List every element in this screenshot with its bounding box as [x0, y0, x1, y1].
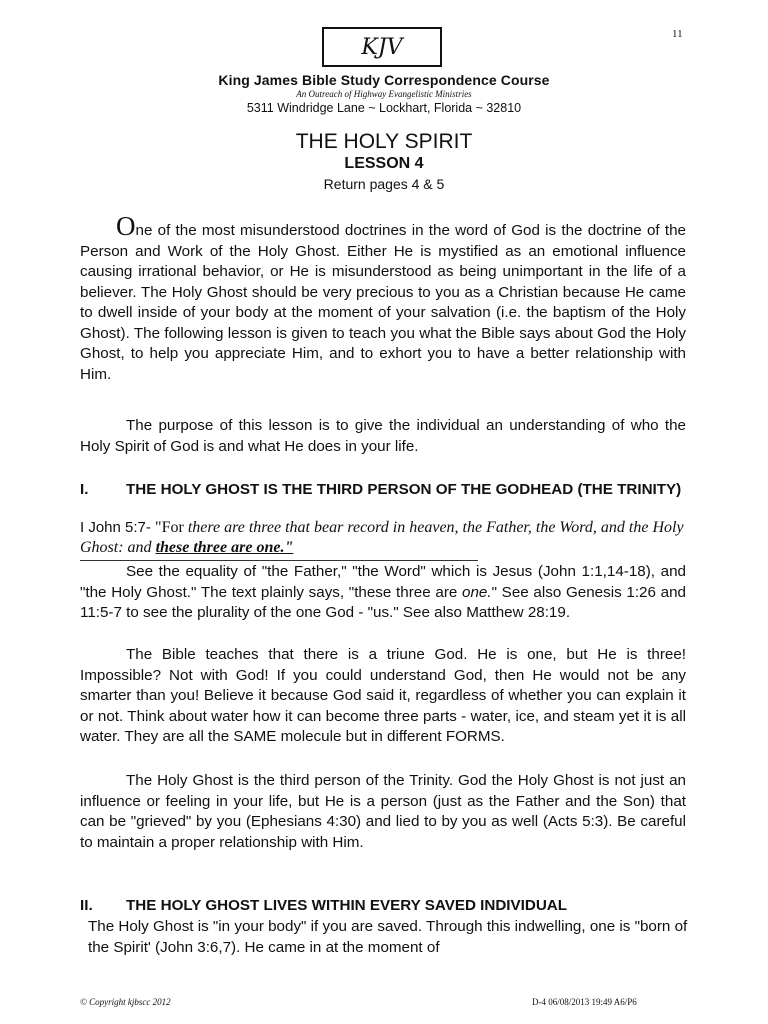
purpose-paragraph: The purpose of this lesson is to give the individual an understanding of who the Holy Spirit of God is and what He does in your life.: [80, 417, 686, 455]
ministry-address: 5311 Windridge Lane ~ Lockhart, Florida ~ 32810: [246, 101, 522, 115]
kjv-badge: KJV: [322, 27, 442, 67]
intro-paragraph: [80, 211, 686, 385]
return-pages-note: Return pages 4 & 5: [323, 176, 445, 192]
section-1-heading: THE HOLY GHOST IS THE THIRD PERSON OF THE GODHEAD (THE TRINITY): [126, 481, 682, 498]
verse-underline: [80, 560, 478, 561]
document-stamp: D-4 06/08/2013 19:49 A6/P6: [532, 997, 637, 1007]
intro-text: ne of the most misunderstood doctrines in the word of God is the doctrine of the Person and Work of the Holy Ghost. Either He is mystified as an emotional influence causing irrational behavior, or He is misunderstood as being unimportant in the life of a believer. The Holy Ghost should be very precious to you as a Christian because He came to dwell inside of your body at the moment of your salvation (i.e. the baptism of the Holy Ghost). The following lesson is given to teach you what the Bible says about God the Holy Ghost, to help you appreciate Him, and to exhort you to have a better relationship with Him.: [80, 222, 686, 383]
lesson-number: LESSON 4: [344, 155, 424, 172]
verse-text: there are three that bear record in heaven, the Father, the Word, and the Holy Ghost: and: [80, 519, 684, 556]
verse-emphasis: these three are one.: [155, 539, 285, 556]
verse-close: ": [284, 539, 294, 556]
equality-text-start: See the equality of "the Father," "the Word" which is Jesus (John 1:1,14-18), and "the Holy Ghost." The text plainly says, "these three are: [80, 563, 686, 601]
verse-open: "For: [155, 519, 184, 536]
equality-emphasis: one.: [462, 583, 492, 601]
drop-cap: O: [116, 211, 136, 241]
section-1-number: I.: [80, 481, 89, 498]
section-2-number: II.: [80, 897, 93, 914]
equality-paragraph: [80, 562, 686, 624]
page-number: 11: [672, 28, 683, 40]
course-title: King James Bible Study Correspondence Course: [218, 72, 550, 88]
triune-paragraph: The Bible teaches that there is a triune God. He is one, but He is three! Impossible? Not with God! If you could understand God, then He would not be any smarter than you! Believe it because God said it, regardless of whether you can explain it or not. Think about water how it can become three parts - water, ice, and steam yet it is all water. They are all the SAME molecule but in different FORMS.: [80, 646, 686, 745]
page-title: THE HOLY SPIRIT: [295, 130, 473, 153]
scripture-quote: [80, 518, 686, 558]
equality-text-end: " See also Genesis 1:26 and 11:5-7 to see the plurality of the one God - "us." See also Matthew 28:19.: [80, 583, 686, 621]
copyright-notice: © Copyright kjbscc 2012: [80, 997, 171, 1007]
section-2-heading: THE HOLY GHOST LIVES WITHIN EVERY SAVED INDIVIDUAL: [126, 897, 568, 914]
verse-reference: I John 5:7-: [80, 519, 156, 536]
outreach-subtitle: An Outreach of Highway Evangelistic Ministries: [296, 89, 472, 99]
third-person-paragraph: The Holy Ghost is the third person of the Trinity. God the Holy Ghost is not just an influence or feeling in your life, but He is a person (just as the Father and the Son) that can be "grieved" by you (Ephesians 4:30) and lied to by you as well (Acts 5:3). Be careful to maintain a proper relationship with Him.: [80, 772, 686, 851]
indwelling-paragraph: The Holy Ghost is "in your body" if you are saved. Through this indwelling, one is "born of the Spirit' (John 3:6,7). He came in at the moment of: [88, 918, 688, 956]
